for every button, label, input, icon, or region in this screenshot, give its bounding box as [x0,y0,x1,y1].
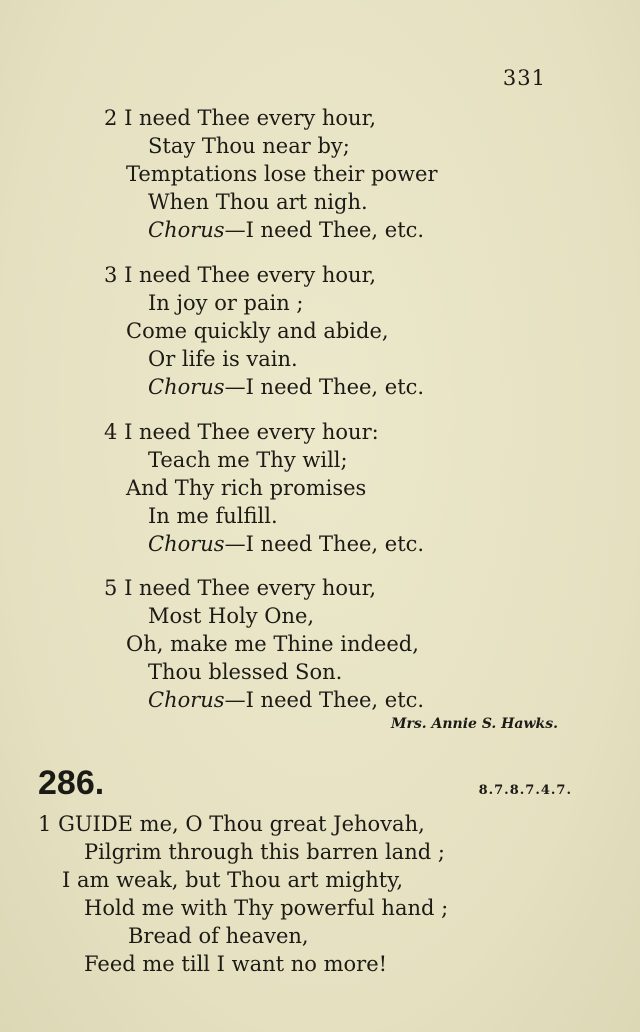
stanza-line: Stay Thou near by; [148,134,350,158]
chorus-line: Chorus—I need Thee, etc. [148,688,425,712]
stanza-line: Hold me with Thy powerful hand ; [84,896,449,920]
stanza-line: 5 I need Thee every hour, [104,576,376,600]
stanza-number: 1 [38,812,52,836]
stanza-line: Teach me Thy will; [148,448,348,472]
stanza-line: And Thy rich promises [126,476,367,500]
stanza-line: In me fulfill. [148,504,278,528]
hymn-number: 286. [38,764,105,802]
author-credit: Mrs. Annie S. Hawks. [391,716,558,732]
stanza-line: In joy or pain ; [148,291,304,315]
stanza-line: Oh, make me Thine indeed, [126,632,419,656]
stanza-number: 2 [104,106,118,130]
stanza-line: 3 I need Thee every hour, [104,263,376,287]
chorus-line: Chorus—I need Thee, etc. [148,375,425,399]
stanza-number: 3 [104,263,118,287]
stanza-line: 1 GUIDE me, O Thou great Jehovah, [38,812,425,836]
stanza-line: Pilgrim through this barren land ; [84,840,445,864]
stanza-line: Temptations lose their power [126,162,438,186]
stanza-line: I am weak, but Thou art mighty, [62,868,403,892]
stanza-line: Or life is vain. [148,347,298,371]
chorus-line: Chorus—I need Thee, etc. [148,532,425,556]
stanza-line: 4 I need Thee every hour: [104,420,379,444]
stanza-line: Bread of heaven, [128,924,309,948]
chorus-line: Chorus—I need Thee, etc. [148,218,425,242]
stanza-line: 2 I need Thee every hour, [104,106,376,130]
stanza-line: Thou blessed Son. [148,660,343,684]
hymn-meter: 8.7.8.7.4.7. [478,783,572,798]
stanza-line: Most Holy One, [148,604,315,628]
stanza-line: Come quickly and abide, [126,319,389,343]
stanza-line: Feed me till I want no more! [84,952,388,976]
stanza-line: When Thou art nigh. [148,190,368,214]
stanza-number: 4 [104,420,118,444]
page-number: 331 [502,66,546,90]
stanza-number: 5 [104,576,118,600]
